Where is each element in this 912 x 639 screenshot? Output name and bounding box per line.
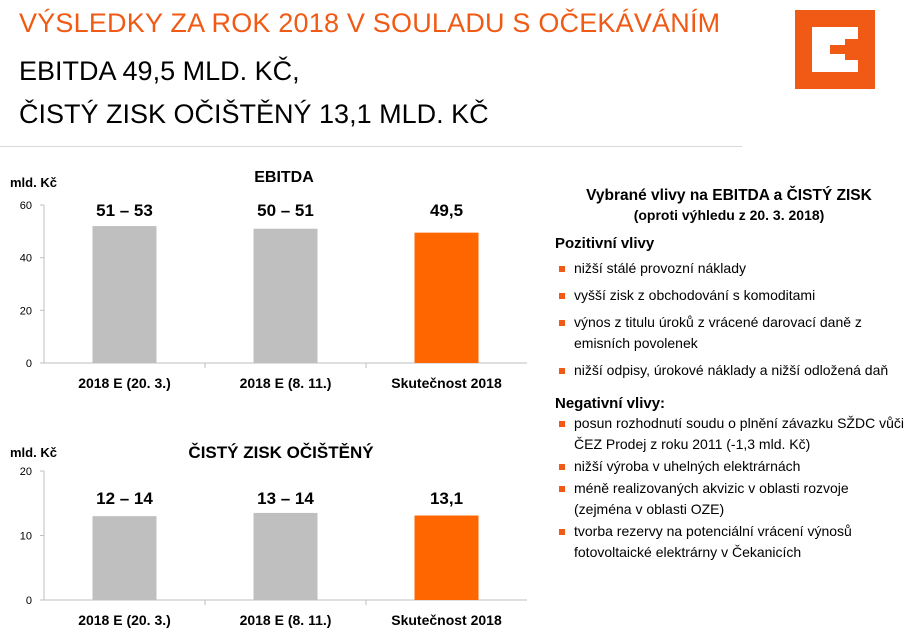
net-income-chart xyxy=(0,432,540,632)
bar xyxy=(93,226,157,363)
negative-heading: Negativní vlivy: xyxy=(555,395,666,412)
y-tick-label: 20 xyxy=(19,305,32,318)
cez-logo xyxy=(795,10,875,89)
y-tick-label: 0 xyxy=(25,358,32,370)
bullet-square-icon xyxy=(559,266,565,272)
data-label: 50 – 51 xyxy=(257,201,314,220)
positive-heading: Pozitivní vlivy xyxy=(555,235,655,252)
list-item: výnos z titulu úroků z vrácené darovací daně z emisních povolenek xyxy=(548,312,910,354)
page-subtitle-net-income: ČISTÝ ZISK OČIŠTĚNÝ 13,1 MLD. KČ xyxy=(19,99,489,129)
page-subtitle-ebitda: EBITDA 49,5 MLD. KČ, xyxy=(19,56,300,86)
y-axis-label: mld. Kč xyxy=(10,175,57,190)
bullet-square-icon xyxy=(559,464,565,470)
bar xyxy=(415,233,479,363)
ebitda-chart xyxy=(0,160,540,400)
data-label: 49,5 xyxy=(429,201,464,220)
bar xyxy=(415,516,479,600)
cez-logo-mark-icon xyxy=(795,10,875,89)
bar xyxy=(93,516,157,600)
x-tick-label: 2018 E (20. 3.) xyxy=(78,375,171,391)
list-item: nižší stálé provozní náklady xyxy=(548,258,910,279)
list-item: tvorba rezervy na potenciální vrácení výnosů fotovoltaické elektrárny v Čekanicích xyxy=(548,521,910,563)
chart-title: EBITDA xyxy=(254,169,314,186)
header-divider xyxy=(0,146,742,147)
bullet-square-icon xyxy=(559,293,565,299)
list-item: vyšší zisk z obchodování s komoditami xyxy=(548,285,910,306)
x-tick-label: 2018 E (8. 11.) xyxy=(239,375,332,391)
negative-list xyxy=(548,413,910,563)
chart-title: ČISTÝ ZISK OČIŠTĚNÝ xyxy=(188,443,374,462)
bar xyxy=(254,229,318,363)
y-tick-label: 10 xyxy=(19,530,32,543)
x-tick-label: Skutečnost 2018 xyxy=(391,612,502,628)
list-item: nižší výroba v uhelných elektrárnách xyxy=(548,456,910,477)
data-label: 12 – 14 xyxy=(96,489,153,508)
influences-panel xyxy=(548,186,910,563)
bullet-square-icon xyxy=(559,421,565,427)
list-item: nižší odpisy, úrokové náklady a nižší odložená daň xyxy=(548,360,910,381)
bullet-square-icon xyxy=(559,368,565,374)
y-tick-label: 40 xyxy=(19,252,32,265)
data-label: 51 – 53 xyxy=(96,201,153,220)
bar xyxy=(254,513,318,600)
bullet-square-icon xyxy=(559,320,565,326)
y-tick-label: 60 xyxy=(19,200,32,212)
positive-list xyxy=(548,258,910,381)
bullet-square-icon xyxy=(559,529,565,535)
y-axis-label: mld. Kč xyxy=(10,445,57,460)
page-title: VÝSLEDKY ZA ROK 2018 V SOULADU S OČEKÁVÁNÍM xyxy=(19,8,721,38)
list-item: méně realizovaných akvizic v oblasti rozvoje (zejména v oblasti OZE) xyxy=(548,478,910,520)
panel-title: Vybrané vlivy na EBITDA a ČISTÝ ZISK xyxy=(586,187,872,204)
x-tick-label: 2018 E (8. 11.) xyxy=(239,612,332,628)
y-tick-label: 20 xyxy=(19,466,32,478)
x-tick-label: 2018 E (20. 3.) xyxy=(78,612,171,628)
panel-subtitle: (oproti výhledu z 20. 3. 2018) xyxy=(633,207,825,223)
bullet-square-icon xyxy=(559,486,565,492)
data-label: 13 – 14 xyxy=(257,489,314,508)
y-tick-label: 0 xyxy=(25,595,32,607)
list-item: posun rozhodnutí soudu o plnění závazku SŽDC vůči ČEZ Prodej z roku 2011 (-1,3 mld. Kč) xyxy=(548,413,910,455)
x-tick-label: Skutečnost 2018 xyxy=(391,375,502,391)
data-label: 13,1 xyxy=(429,489,464,508)
